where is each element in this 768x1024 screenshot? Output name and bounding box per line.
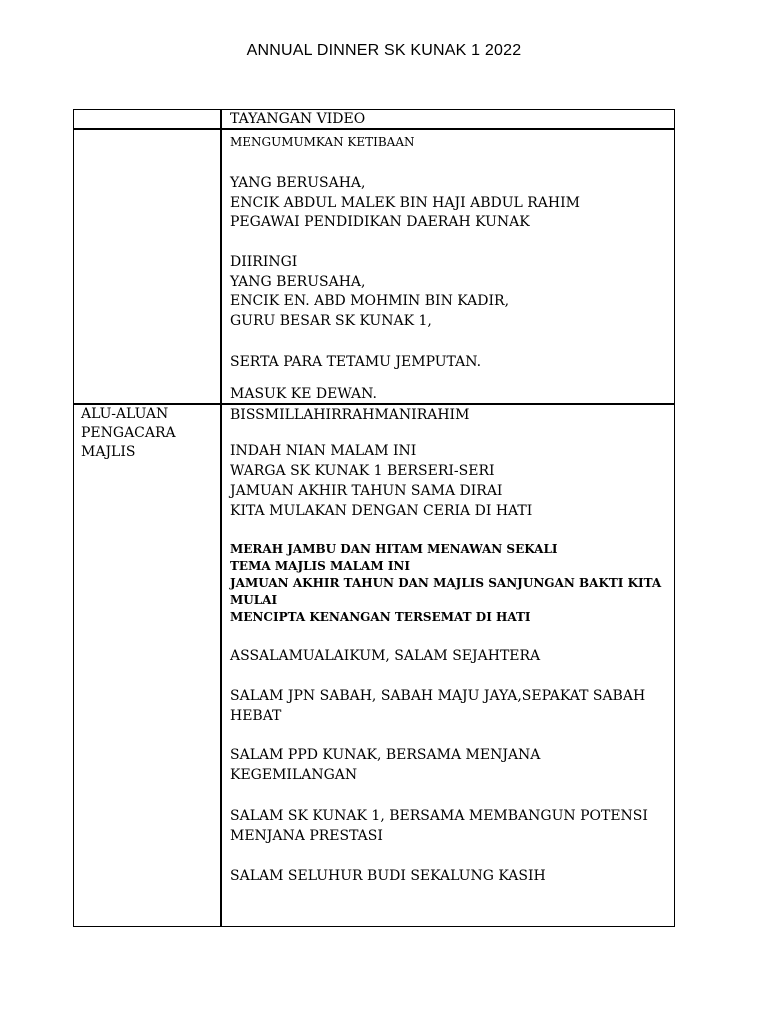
text-line: WARGA SK KUNAK 1 BERSERI-SERI bbox=[230, 463, 495, 479]
text-line: YANG BERUSAHA, bbox=[230, 175, 366, 191]
text-line: JAMUAN AKHIR TAHUN SAMA DIRAI bbox=[230, 483, 503, 499]
cell-section-label bbox=[81, 405, 176, 462]
label-line: ALU-ALUAN bbox=[81, 406, 169, 422]
text-line: SALAM SK KUNAK 1, BERSAMA MEMBANGUN POTENSI bbox=[230, 808, 648, 824]
cell-video-heading: TAYANGAN VIDEO bbox=[230, 111, 366, 127]
text-line: ENCIK ABDUL MALEK BIN HAJI ABDUL RAHIM bbox=[230, 195, 580, 211]
text-line: MENGUMUMKAN KETIBAAN bbox=[230, 134, 415, 149]
text-line: SERTA PARA TETAMU JEMPUTAN. bbox=[230, 354, 482, 370]
text-line: HEBAT bbox=[230, 708, 282, 724]
text-line: SALAM PPD KUNAK, BERSAMA MENJANA bbox=[230, 747, 541, 763]
text-line: YANG BERUSAHA, bbox=[230, 274, 366, 290]
theme-line: TEMA MAJLIS MALAM INI bbox=[230, 559, 411, 573]
column-divider bbox=[220, 109, 222, 927]
label-line: MAJLIS bbox=[81, 444, 136, 460]
text-line: SALAM SELUHUR BUDI SEKALUNG KASIH bbox=[230, 868, 546, 884]
text-line: KITA MULAKAN DENGAN CERIA DI HATI bbox=[230, 503, 533, 519]
theme-line: JAMUAN AKHIR TAHUN DAN MAJLIS SANJUNGAN BAKTI KITA bbox=[230, 576, 662, 590]
theme-line: MENCIPTA KENANGAN TERSEMAT DI HATI bbox=[230, 610, 531, 624]
text-line: ENCIK EN. ABD MOHMIN BIN KADIR, bbox=[230, 293, 510, 309]
row-divider-1 bbox=[73, 128, 675, 130]
text-line: KEGEMILANGAN bbox=[230, 767, 358, 783]
text-line: MASUK KE DEWAN. bbox=[230, 386, 377, 402]
text-line: ASSALAMUALAIKUM, SALAM SEJAHTERA bbox=[230, 648, 541, 664]
text-line: GURU BESAR SK KUNAK 1, bbox=[230, 313, 432, 329]
text-line: SALAM JPN SABAH, SABAH MAJU JAYA,SEPAKAT SABAH bbox=[230, 688, 646, 704]
theme-line: MERAH JAMBU DAN HITAM MENAWAN SEKALI bbox=[230, 542, 558, 556]
text-line: DIIRINGI bbox=[230, 254, 298, 270]
text-line: INDAH NIAN MALAM INI bbox=[230, 443, 417, 459]
label-line: PENGACARA bbox=[81, 425, 176, 441]
text-line: MENJANA PRESTASI bbox=[230, 828, 383, 844]
document-title: ANNUAL DINNER SK KUNAK 1 2022 bbox=[246, 42, 522, 59]
theme-line: MULAI bbox=[230, 593, 278, 607]
text-line: PEGAWAI PENDIDIKAN DAERAH KUNAK bbox=[230, 214, 530, 230]
text-line: BISSMILLAHIRRAHMANIRAHIM bbox=[230, 407, 470, 423]
